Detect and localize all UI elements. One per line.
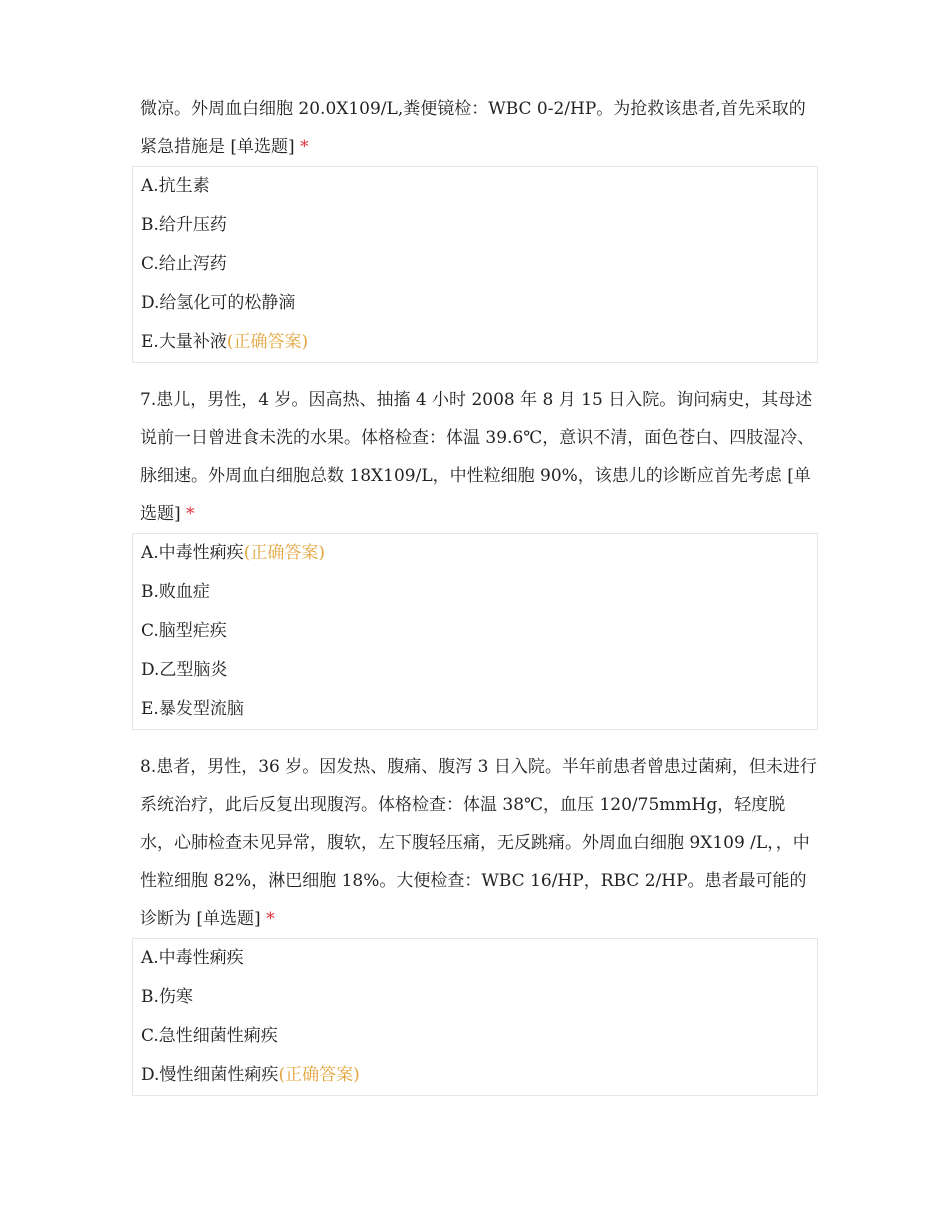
- question-block: [132, 748, 818, 1096]
- option-b[interactable]: B.伤寒: [141, 987, 193, 1007]
- option-list: [132, 938, 818, 1096]
- option-b[interactable]: B.败血症: [141, 582, 210, 602]
- option-c[interactable]: C.脑型疟疾: [141, 621, 227, 641]
- option-d[interactable]: D.慢性细菌性痢疾(正确答案): [141, 1065, 360, 1085]
- correct-answer-tag: (正确答案): [243, 543, 325, 563]
- required-mark: *: [186, 504, 195, 524]
- question-text: 微凉。外周血白细胞 20.0X109/L,粪便镜检：WBC 0-2/HP。为抢救该患者,首先采取的紧急措施是 [单选题]: [140, 99, 806, 157]
- correct-answer-tag: (正确答案): [226, 332, 309, 352]
- option-c[interactable]: C.给止泻药: [141, 254, 227, 274]
- required-mark: *: [300, 137, 309, 157]
- question-block: [132, 90, 818, 363]
- option-e[interactable]: E.大量补液(正确答案): [141, 332, 309, 352]
- question-text: 7.患儿，男性，4 岁。因高热、抽搐 4 小时 2008 年 8 月 15 日入院。询问病史，其母述说前一日曾进食未洗的水果。体格检查：体温 39.6℃，意识不清，面色苍白、四肢湿冷、脉细速。外周血白细胞总数 18X109/L，中性粒细胞 90%，该患儿的诊断应首先考虑 [单选题]: [140, 390, 815, 524]
- required-mark: *: [266, 909, 275, 929]
- question-stem: [132, 381, 818, 533]
- option-list: [132, 166, 818, 363]
- question-stem: [132, 90, 818, 166]
- option-c[interactable]: C.急性细菌性痢疾: [141, 1026, 278, 1046]
- option-e[interactable]: E.暴发型流脑: [141, 699, 244, 719]
- spacer: [132, 369, 818, 381]
- option-a[interactable]: A.抗生素: [141, 176, 210, 196]
- option-d[interactable]: D.乙型脑炎: [141, 660, 228, 680]
- spacer: [132, 736, 818, 748]
- option-a[interactable]: A.中毒性痢疾: [141, 948, 244, 968]
- question-stem: [132, 748, 818, 938]
- option-d[interactable]: D.给氢化可的松静滴: [141, 293, 296, 313]
- option-b[interactable]: B.给升压药: [141, 215, 227, 235]
- correct-answer-tag: (正确答案): [278, 1065, 360, 1085]
- question-block: [132, 381, 818, 730]
- option-a[interactable]: A.中毒性痢疾(正确答案): [141, 543, 325, 563]
- question-list: [132, 90, 818, 1102]
- question-text: 8.患者，男性，36 岁。因发热、腹痛、腹泻 3 日入院。半年前患者曾患过菌痢，但未进行系统治疗，此后反复出现腹泻。体格检查：体温 38℃，血压 120/75mmHg，轻度脱水，心肺检查未见异常，腹软，左下腹轻压痛，无反跳痛。外周血白细胞 9X109 /L，，中性粒细胞 82%，淋巴细胞 18%。大便检查：WBC 16/HP，RBC 2/HP。患者最可能的诊断为 [单选题]: [140, 757, 817, 929]
- option-list: [132, 533, 818, 730]
